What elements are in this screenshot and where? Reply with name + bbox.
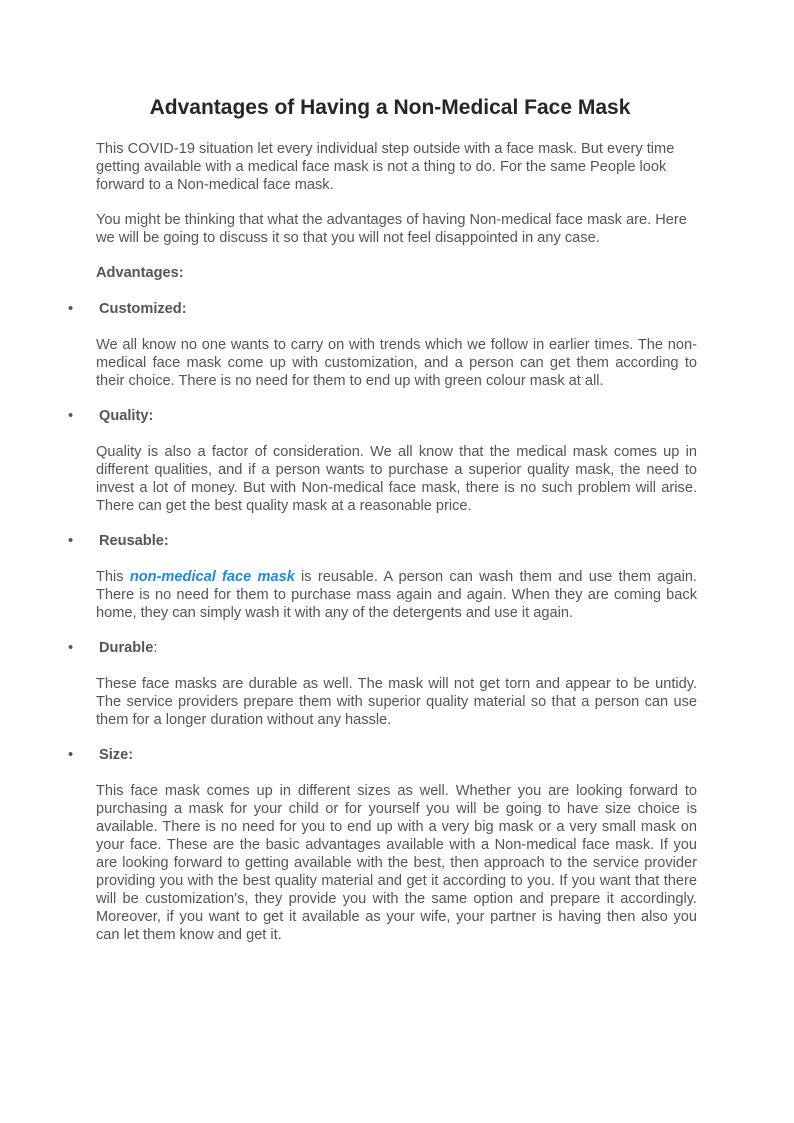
section-body-customized: We all know no one wants to carry on with trends which we follow in earlier times. The non- medical face mask come up with customization, and a person can get them according to their choice. There is no need for them to end up with green colour mask at all. xyxy=(96,337,697,389)
section-heading-reusable xyxy=(68,532,697,550)
bullet-icon: • xyxy=(68,301,74,317)
section-body-reusable xyxy=(96,568,697,622)
section-heading-label: Customized: xyxy=(99,301,187,317)
body-prefix: This xyxy=(96,569,130,585)
bullet-icon: • xyxy=(68,533,74,549)
intro-paragraph-1: This COVID-19 situation let every individual step outside with a face mask. But every time getting available with a medical face mask is not a thing to do. For the same People look forward to a Non-medical face mask. xyxy=(96,141,675,193)
bullet-icon: • xyxy=(68,408,74,424)
section-heading-label: Reusable: xyxy=(99,533,169,549)
section-heading-customized xyxy=(68,300,697,318)
intro-paragraph-2: You might be thinking that what the advantages of having Non-medical face mask are. Here we will be going to discuss it so that you will not feel disappointed in any case. xyxy=(96,212,687,246)
heading-colon: : xyxy=(153,640,158,656)
section-heading-label xyxy=(99,639,157,657)
section-heading-durable xyxy=(68,639,697,657)
advantages-heading: Advantages: xyxy=(96,265,184,281)
section-heading-quality xyxy=(68,407,697,425)
section-body-size: This face mask comes up in different sizes as well. Whether you are looking forward to purchasing a mask for your child or for yourself you will be going to have size choice is available. There is no need for you to end up with a very big mask or a very small mask on your face. These are the basic advantages available with a Non-medical face mask. If you are looking forward to getting available with the best, then approach to the service provider providing you with the best quality material and get it according to you. If you want that there will be customization's, they provide you with the same option and prepare it accordingly. Moreover, if you want to get it available as your wife, your partner is having then also you can let them know and get it. xyxy=(96,783,697,943)
bullet-icon: • xyxy=(68,747,74,763)
bullet-icon: • xyxy=(68,640,74,656)
section-heading-size xyxy=(68,746,697,764)
section-heading-label: Size: xyxy=(99,747,134,763)
body-suffix: is reusable. A person can wash them and use them again. There is no need for them to purchase mass again and again. When they are coming back home, they can simply wash it with any of the detergents and use it again. xyxy=(96,569,697,621)
section-body-durable: These face masks are durable as well. The mask will not get torn and appear to be untidy. The service providers prepare them with superior quality material so that a person can use them for a longer duration without any hassle. xyxy=(96,676,697,728)
section-heading-label: Quality: xyxy=(99,408,154,424)
heading-text: Durable xyxy=(99,640,154,656)
section-body-quality: Quality is also a factor of consideration. We all know that the medical mask comes up in different qualities, and if a person wants to purchase a superior quality mask, the need to invest a lot of money. But with Non-medical face mask, there is no such problem will arise. There can get the best quality mask at a reasonable price. xyxy=(96,444,697,514)
non-medical-face-mask-link[interactable]: non-medical face mask xyxy=(129,569,295,585)
document-body xyxy=(68,140,697,961)
page-title: Advantages of Having a Non-Medical Face Mask xyxy=(149,96,631,119)
